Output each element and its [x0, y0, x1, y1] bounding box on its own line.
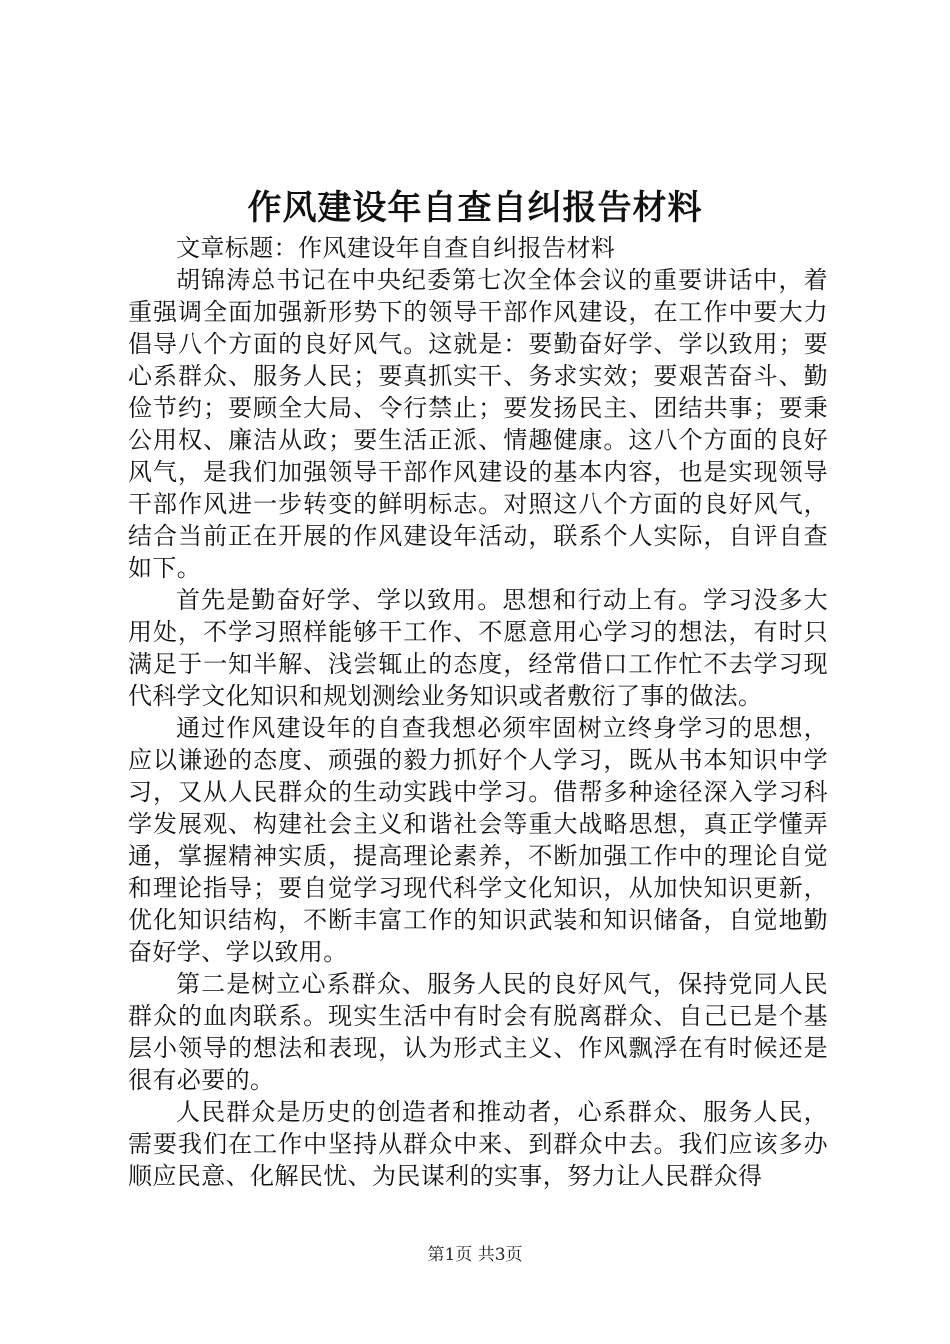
- document-body: [128, 232, 828, 1192]
- paragraph: 首先是勤奋好学、学以致用。思想和行动上有。学习没多大用处，不学习照样能够干工作、不愿意用心学习的想法，有时只满足于一知半解、浅尝辄止的态度，经常借口工作忙不去学习现代科学文化知识和规划测绘业务知识或者敷衍了事的做法。: [128, 586, 828, 710]
- article-title-line: 文章标题：作风建设年自查自纠报告材料: [176, 234, 616, 262]
- paragraph: 人民群众是历史的创造者和推动者，心系群众、服务人民，需要我们在工作中坚持从群众中来、到群众中去。我们应该多办顺应民意、化解民忧、为民谋利的实事，努力让人民群众得: [128, 1098, 828, 1190]
- page-number-footer: 第1页 共3页: [427, 1245, 523, 1265]
- paragraph: 胡锦涛总书记在中央纪委第七次全体会议的重要讲话中，着重强调全面加强新形势下的领导干部作风建设，在工作中要大力倡导八个方面的良好风气。这就是：要勤奋好学、学以致用；要心系群众、服务人民；要真抓实干、务求实效；要艰苦奋斗、勤俭节约；要顾全大局、令行禁止；要发扬民主、团结共事；要秉公用权、廉洁从政；要生活正派、情趣健康。这八个方面的良好风气，是我们加强领导干部作风建设的基本内容，也是实现领导干部作风进一步转变的鲜明标志。对照这八个方面的良好风气，结合当前正在开展的作风建设年活动，联系个人实际，自评自查如下。: [128, 266, 828, 582]
- paragraph: 通过作风建设年的自查我想必须牢固树立终身学习的思想，应以谦逊的态度、顽强的毅力抓好个人学习，既从书本知识中学习，又从人民群众的生动实践中学习。借帮多种途径深入学习科学发展观、构建社会主义和谐社会等重大战略思想，真正学懂弄通，掌握精神实质，提高理论素养，不断加强工作中的理论自觉和理论指导；要自觉学习现代科学文化知识，从加快知识更新，优化知识结构，不断丰富工作的知识武装和知识储备，自觉地勤奋好学、学以致用。: [128, 714, 828, 966]
- document-title: 作风建设年自查自纠报告材料: [247, 188, 703, 228]
- paragraph: 第二是树立心系群众、服务人民的良好风气，保持党同人民群众的血肉联系。现实生活中有时会有脱离群众、自己已是个基层小领导的想法和表现，认为形式主义、作风飘浮在有时候还是很有必要的。: [128, 970, 828, 1094]
